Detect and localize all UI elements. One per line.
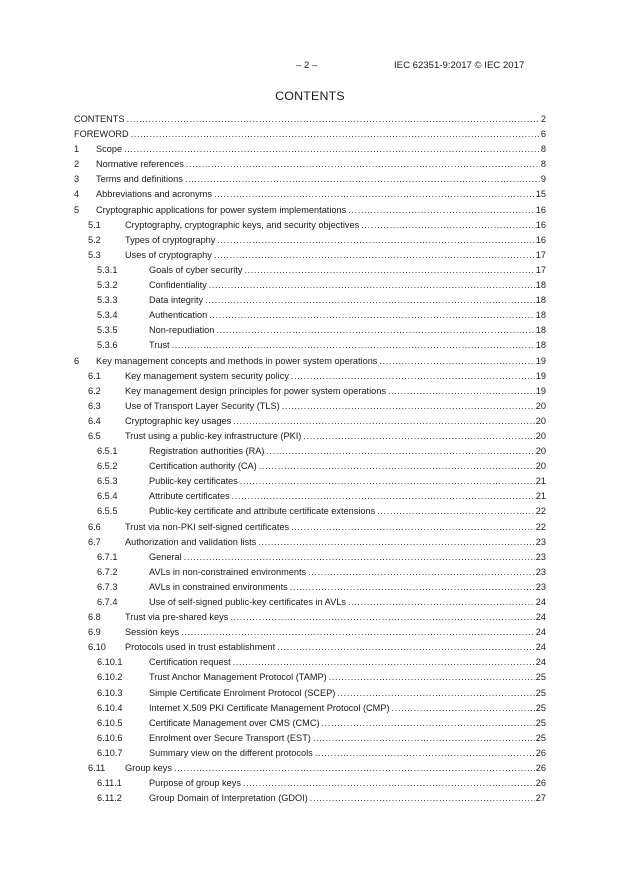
toc-entry-label[interactable]: Protocols used in trust establishment xyxy=(125,642,276,653)
toc-entry-body xyxy=(125,520,546,535)
toc-entry-body xyxy=(149,655,546,670)
toc-entry-label[interactable]: AVLs in constrained environments xyxy=(149,581,288,592)
toc-entry-page[interactable]: 26 xyxy=(535,763,546,774)
toc-entry-label[interactable]: Cryptographic key usages xyxy=(125,415,232,426)
toc-entry-page[interactable]: 23 xyxy=(535,536,546,547)
toc-entry-number: 6.4 xyxy=(88,415,101,426)
toc-entry-page[interactable]: 20 xyxy=(535,415,546,426)
toc-entry-body xyxy=(125,610,546,625)
toc-entry-page[interactable]: 25 xyxy=(535,687,546,698)
dot-leader xyxy=(181,625,535,640)
toc-entry-label[interactable]: FOREWORD xyxy=(74,129,129,140)
toc-entry-number: 1 xyxy=(74,144,80,155)
dot-leader xyxy=(337,686,534,701)
toc-entry-label[interactable]: Cryptographic applications for power system implementations xyxy=(96,204,347,215)
toc-entry-page[interactable]: 24 xyxy=(535,657,546,668)
dot-leader xyxy=(205,293,535,308)
dot-leader xyxy=(310,791,535,806)
toc-entry[interactable] xyxy=(74,218,546,233)
dot-leader xyxy=(243,776,535,791)
toc-entry-label[interactable]: Simple Certificate Enrolment Protocol (SCEP) xyxy=(149,687,336,698)
toc-entry-body xyxy=(125,248,546,263)
toc-entry-body xyxy=(96,187,546,202)
toc-entry-page[interactable]: 21 xyxy=(535,491,546,502)
toc-entry-number: 6.10.5 xyxy=(97,717,123,728)
toc-entry-number: 6.10.6 xyxy=(97,732,123,743)
toc-entry[interactable] xyxy=(74,791,546,806)
toc-entry-page[interactable]: 25 xyxy=(535,702,546,713)
toc-entry-body xyxy=(149,504,546,519)
dot-leader xyxy=(127,112,540,127)
dot-leader xyxy=(379,354,534,369)
toc-entry-label[interactable]: Abbreviations and acronyms xyxy=(96,189,212,200)
toc-entry-number: 6.10.4 xyxy=(97,702,123,713)
toc-entry[interactable] xyxy=(74,459,546,474)
toc-entry-page[interactable]: 26 xyxy=(535,747,546,758)
toc-entry-number: 6.9 xyxy=(88,627,101,638)
toc-entry-label[interactable]: Uses of cryptography xyxy=(125,249,212,260)
toc-entry-page[interactable]: 23 xyxy=(535,566,546,577)
toc-entry-number: 6.7.2 xyxy=(97,566,118,577)
toc-entry[interactable] xyxy=(74,233,546,248)
toc-entry-label[interactable]: Attribute certificates xyxy=(149,491,230,502)
dot-leader xyxy=(186,157,540,172)
toc-entry[interactable] xyxy=(74,640,546,655)
toc-entry-body xyxy=(96,203,546,218)
toc-entry[interactable] xyxy=(74,293,546,308)
dot-leader xyxy=(217,233,534,248)
toc-entry[interactable] xyxy=(74,776,546,791)
toc-entry-number: 6 xyxy=(74,355,80,366)
toc-entry[interactable] xyxy=(74,550,546,565)
toc-entry[interactable] xyxy=(74,535,546,550)
toc-entry-body xyxy=(125,384,546,399)
toc-entry-page[interactable]: 26 xyxy=(535,778,546,789)
toc-entry-label[interactable]: Public-key certificate and attribute certificate extensions xyxy=(149,506,376,517)
dot-leader xyxy=(258,535,535,550)
toc-entry-number: 6.7.3 xyxy=(97,581,118,592)
toc-entry-page[interactable]: 24 xyxy=(535,597,546,607)
toc-entry-page[interactable]: 18 xyxy=(535,295,546,306)
toc-entry-body xyxy=(74,112,546,127)
toc-entry-number: 6.6 xyxy=(88,521,101,532)
toc-entry[interactable] xyxy=(74,384,546,399)
toc-entry-label[interactable]: Certificate Management over CMS (CMC) xyxy=(149,717,320,728)
toc-entry-number: 2 xyxy=(74,159,80,170)
toc-entry[interactable] xyxy=(74,565,546,580)
dot-leader xyxy=(315,746,535,761)
toc-entry-page[interactable]: 15 xyxy=(535,189,546,200)
toc-entry-label[interactable]: Group Domain of Interpretation (GDOI) xyxy=(149,793,308,804)
toc-entry-page[interactable]: 2 xyxy=(540,114,546,124)
toc-entry-number: 6.5.2 xyxy=(97,461,118,472)
toc-entry[interactable] xyxy=(74,686,546,701)
toc-entry-label[interactable]: AVLs in non-constrained environments xyxy=(149,566,307,577)
toc-entry-page[interactable]: 9 xyxy=(540,174,546,185)
dot-leader xyxy=(209,278,535,293)
toc-entry-number: 6.5.1 xyxy=(97,446,118,457)
toc-entry-number: 6.1 xyxy=(88,370,101,381)
toc-entry-page[interactable]: 21 xyxy=(535,476,546,487)
toc-entry-label[interactable]: Group keys xyxy=(125,763,172,774)
toc-entry[interactable] xyxy=(74,127,546,142)
dot-leader xyxy=(233,655,535,670)
toc-entry-body xyxy=(125,218,546,233)
toc-entry-body xyxy=(149,716,546,731)
toc-entry-body xyxy=(74,127,546,142)
toc-entry-number: 6.10.7 xyxy=(97,747,123,758)
dot-leader xyxy=(232,489,535,504)
toc-entry-body xyxy=(149,293,546,308)
toc-entry-label[interactable]: Public-key certificates xyxy=(149,476,238,487)
dot-leader xyxy=(240,474,535,489)
toc-entry-page[interactable]: 24 xyxy=(535,642,546,653)
toc-entry-number: 6.10.3 xyxy=(97,687,123,698)
toc-entry-label[interactable]: CONTENTS xyxy=(74,114,125,124)
toc-entry-body xyxy=(125,640,546,655)
page-number: – 2 – xyxy=(296,60,318,71)
toc-entry[interactable] xyxy=(74,474,546,489)
toc-entry-body xyxy=(149,459,546,474)
toc-entry-label[interactable]: Session keys xyxy=(125,627,180,638)
toc-entry-label[interactable]: Enrolment over Secure Transport (EST) xyxy=(149,732,311,743)
toc-entry-number: 5.3 xyxy=(88,249,101,260)
toc-entry[interactable] xyxy=(74,369,546,384)
toc-entry-number: 6.10.2 xyxy=(97,672,123,683)
toc-entry-page[interactable]: 22 xyxy=(535,506,546,517)
dot-leader xyxy=(209,308,535,323)
dot-leader xyxy=(214,248,535,263)
toc-entry-number: 6.11 xyxy=(88,763,106,774)
toc-entry[interactable] xyxy=(74,278,546,293)
dot-leader xyxy=(214,187,535,202)
toc-entry-page[interactable]: 25 xyxy=(535,732,546,743)
dot-leader xyxy=(329,670,535,685)
toc-entry-number: 5.3.4 xyxy=(97,310,118,321)
dot-leader xyxy=(216,323,534,338)
toc-entry-label[interactable]: Non-repudiation xyxy=(149,325,215,336)
dot-leader xyxy=(377,504,535,519)
toc-entry-page[interactable]: 23 xyxy=(535,581,546,592)
toc-entry-number: 5.3.1 xyxy=(97,264,118,275)
dot-leader xyxy=(348,203,535,218)
toc-entry-body xyxy=(149,474,546,489)
toc-entry-label[interactable]: Cryptography, cryptographic keys, and security objectives xyxy=(125,219,360,230)
toc-entry-body xyxy=(125,233,546,248)
toc-entry-page[interactable]: 24 xyxy=(535,627,546,638)
toc-entry-page[interactable]: 17 xyxy=(535,249,546,260)
dot-leader xyxy=(172,338,535,353)
toc-entry-number: 6.5.3 xyxy=(97,476,118,487)
toc-entry-body xyxy=(125,369,546,384)
toc-entry-body xyxy=(149,444,546,459)
table-of-contents xyxy=(74,112,546,806)
toc-entry-body xyxy=(149,263,546,278)
toc-entry-number: 5 xyxy=(74,204,80,215)
toc-entry-body xyxy=(96,142,546,157)
toc-entry-number: 3 xyxy=(74,174,80,185)
toc-entry-label[interactable]: Types of cryptography xyxy=(125,234,216,245)
dot-leader xyxy=(184,550,535,565)
toc-entry-body xyxy=(96,157,546,172)
toc-entry-label[interactable]: Trust using a public-key infrastructure (PKI) xyxy=(125,430,302,441)
toc-entry-label[interactable]: Key management concepts and methods in power system operations xyxy=(96,355,378,366)
dot-leader xyxy=(131,127,540,142)
toc-entry[interactable] xyxy=(74,701,546,716)
toc-entry-body xyxy=(149,686,546,701)
toc-entry-page[interactable]: 18 xyxy=(535,340,546,351)
toc-entry-label[interactable]: Data integrity xyxy=(149,295,204,306)
toc-entry-body xyxy=(149,580,546,595)
toc-entry-body xyxy=(149,595,546,610)
toc-entry-label[interactable]: Trust via pre-shared keys xyxy=(125,612,229,623)
toc-entry-label[interactable]: Trust xyxy=(149,340,170,351)
toc-entry-number: 6.10.1 xyxy=(97,657,123,668)
toc-entry-number: 6.2 xyxy=(88,385,101,396)
toc-entry[interactable] xyxy=(74,338,546,353)
toc-entry-label[interactable]: Authorization and validation lists xyxy=(125,536,257,547)
toc-entry-body xyxy=(96,172,546,187)
toc-entry-page[interactable]: 25 xyxy=(535,672,546,683)
toc-entry-page[interactable]: 19 xyxy=(535,355,546,366)
page-header xyxy=(0,60,620,74)
toc-entry-page[interactable]: 16 xyxy=(535,204,546,215)
toc-entry[interactable] xyxy=(74,157,546,172)
toc-entry-body xyxy=(125,535,546,550)
dot-leader xyxy=(308,565,535,580)
toc-entry[interactable] xyxy=(74,580,546,595)
toc-entry-label[interactable]: Use of self-signed public-key certificates in AVLs xyxy=(149,597,346,607)
dot-leader xyxy=(259,459,535,474)
toc-entry-number: 6.7.1 xyxy=(97,551,118,562)
toc-entry-body xyxy=(125,399,546,414)
toc-entry[interactable] xyxy=(74,520,546,535)
toc-entry[interactable] xyxy=(74,308,546,323)
toc-entry-body xyxy=(149,489,546,504)
toc-entry-number: 6.8 xyxy=(88,612,101,623)
toc-entry-page[interactable]: 25 xyxy=(535,717,546,728)
toc-entry[interactable] xyxy=(74,655,546,670)
dot-leader xyxy=(290,580,535,595)
toc-entry-body xyxy=(149,338,546,353)
toc-entry-number: 5.3.3 xyxy=(97,295,118,306)
toc-entry-number: 5.2 xyxy=(88,234,101,245)
standard-identifier: IEC 62351-9:2017 © IEC 2017 xyxy=(394,60,525,71)
toc-entry-label[interactable]: Purpose of group keys xyxy=(149,778,241,789)
toc-entry-body xyxy=(149,746,546,761)
dot-leader xyxy=(291,369,535,384)
toc-entry-body xyxy=(149,670,546,685)
toc-entry[interactable] xyxy=(74,187,546,202)
toc-entry-label[interactable]: Internet X.509 PKI Certificate Management Protocol (CMP) xyxy=(149,702,390,713)
toc-entry-number: 6.5 xyxy=(88,430,101,441)
dot-leader xyxy=(388,384,535,399)
toc-entry-body xyxy=(125,761,546,776)
toc-entry[interactable] xyxy=(74,429,546,444)
toc-entry-body xyxy=(149,731,546,746)
toc-entry[interactable] xyxy=(74,731,546,746)
toc-entry-number: 5.3.5 xyxy=(97,325,118,336)
toc-entry[interactable] xyxy=(74,142,546,157)
toc-entry-label[interactable]: Key management design principles for power system operations xyxy=(125,385,386,396)
toc-entry-body xyxy=(125,429,546,444)
toc-entry-body xyxy=(149,776,546,791)
toc-entry-page[interactable]: 19 xyxy=(535,385,546,396)
toc-entry[interactable] xyxy=(74,504,546,519)
toc-entry[interactable] xyxy=(74,112,546,127)
toc-entry-page[interactable]: 17 xyxy=(535,264,546,275)
toc-entry-label[interactable]: Trust via non-PKI self-signed certificates xyxy=(125,521,290,532)
toc-entry-page[interactable]: 6 xyxy=(540,129,546,140)
toc-entry-number: 6.3 xyxy=(88,400,101,411)
toc-entry-number: 5.3.2 xyxy=(97,280,118,291)
toc-entry-number: 6.7.4 xyxy=(97,597,118,607)
toc-entry[interactable] xyxy=(74,414,546,429)
toc-entry-number: 5.3.6 xyxy=(97,340,118,351)
toc-entry-label[interactable]: Goals of cyber security xyxy=(149,264,243,275)
toc-entry[interactable] xyxy=(74,444,546,459)
toc-entry[interactable] xyxy=(74,172,546,187)
toc-entry-label[interactable]: Trust Anchor Management Protocol (TAMP) xyxy=(149,672,327,683)
toc-entry-number: 6.5.4 xyxy=(97,491,118,502)
toc-entry-label[interactable]: Use of Transport Layer Security (TLS) xyxy=(125,400,280,411)
toc-entry-body xyxy=(96,354,546,369)
dot-leader xyxy=(282,399,535,414)
dot-leader xyxy=(322,716,535,731)
toc-entry-page[interactable]: 20 xyxy=(535,461,546,472)
dot-leader xyxy=(174,761,535,776)
toc-entry-label[interactable]: Confidentiality xyxy=(149,280,207,291)
toc-entry-body xyxy=(149,278,546,293)
dot-leader xyxy=(244,263,534,278)
toc-entry-page[interactable]: 16 xyxy=(535,219,546,230)
toc-entry-page[interactable]: 22 xyxy=(535,521,546,532)
toc-entry-body xyxy=(149,308,546,323)
dot-leader xyxy=(303,429,534,444)
toc-entry-page[interactable]: 18 xyxy=(535,325,546,336)
toc-entry-number: 5.1 xyxy=(88,219,101,230)
toc-entry-body xyxy=(149,791,546,806)
toc-entry-number: 4 xyxy=(74,189,80,200)
toc-entry[interactable] xyxy=(74,746,546,761)
toc-entry-body xyxy=(149,701,546,716)
toc-entry-label[interactable]: Scope xyxy=(96,144,123,155)
toc-entry[interactable] xyxy=(74,670,546,685)
toc-entry-label[interactable]: Key management system security policy xyxy=(125,370,289,381)
toc-entry-label[interactable]: Terms and definitions xyxy=(96,174,183,185)
toc-entry-page[interactable]: 24 xyxy=(535,612,546,623)
toc-entry-page[interactable]: 8 xyxy=(540,159,546,170)
toc-entry-number: 6.11.2 xyxy=(97,793,122,804)
toc-entry-page[interactable]: 23 xyxy=(535,551,546,562)
dot-leader xyxy=(230,610,534,625)
toc-entry-label[interactable]: Certification request xyxy=(149,657,231,668)
toc-entry-number: 6.5.5 xyxy=(97,506,118,517)
toc-entry-label[interactable]: Normative references xyxy=(96,159,184,170)
toc-entry-page[interactable]: 16 xyxy=(535,234,546,245)
toc-entry-body xyxy=(125,625,546,640)
toc-entry-body xyxy=(125,414,546,429)
toc-entry[interactable] xyxy=(74,716,546,731)
toc-entry[interactable] xyxy=(74,203,546,218)
toc-entry[interactable] xyxy=(74,399,546,414)
toc-entry-body xyxy=(149,323,546,338)
toc-entry[interactable] xyxy=(74,489,546,504)
dot-leader xyxy=(392,701,535,716)
toc-entry-body xyxy=(149,550,546,565)
toc-entry-page[interactable]: 18 xyxy=(535,310,546,321)
dot-leader xyxy=(361,218,535,233)
dot-leader xyxy=(313,731,535,746)
toc-entry[interactable] xyxy=(74,263,546,278)
dot-leader xyxy=(124,142,540,157)
toc-entry-body xyxy=(149,565,546,580)
toc-entry-page[interactable]: 18 xyxy=(535,280,546,291)
toc-entry-label[interactable]: General xyxy=(149,551,182,562)
toc-entry[interactable] xyxy=(74,248,546,263)
toc-entry-page[interactable]: 19 xyxy=(535,370,546,381)
dot-leader xyxy=(266,444,534,459)
toc-entry-number: 6.10 xyxy=(88,642,106,653)
toc-entry-page[interactable]: 20 xyxy=(535,430,546,441)
dot-leader xyxy=(277,640,535,655)
toc-entry-label[interactable]: Registration authorities (RA) xyxy=(149,446,265,457)
toc-entry[interactable] xyxy=(74,323,546,338)
toc-entry-page[interactable]: 27 xyxy=(535,793,546,804)
toc-entry[interactable] xyxy=(74,625,546,640)
page-title: CONTENTS xyxy=(275,89,345,103)
toc-entry[interactable] xyxy=(74,761,546,776)
toc-entry-page[interactable]: 8 xyxy=(540,144,546,155)
toc-entry[interactable] xyxy=(74,595,546,610)
toc-entry-number: 6.11.1 xyxy=(97,778,122,789)
toc-entry-number: 6.7 xyxy=(88,536,101,547)
dot-leader xyxy=(185,172,540,187)
toc-entry[interactable] xyxy=(74,610,546,625)
toc-entry-label[interactable]: Authentication xyxy=(149,310,208,321)
dot-leader xyxy=(348,595,535,610)
toc-entry-label[interactable]: Summary view on the different protocols xyxy=(149,747,313,758)
toc-entry-page[interactable]: 20 xyxy=(535,400,546,411)
dot-leader xyxy=(233,414,535,429)
toc-entry-page[interactable]: 20 xyxy=(535,446,546,457)
toc-entry-label[interactable]: Certification authority (CA) xyxy=(149,461,257,472)
toc-entry[interactable] xyxy=(74,354,546,369)
dot-leader xyxy=(291,520,535,535)
